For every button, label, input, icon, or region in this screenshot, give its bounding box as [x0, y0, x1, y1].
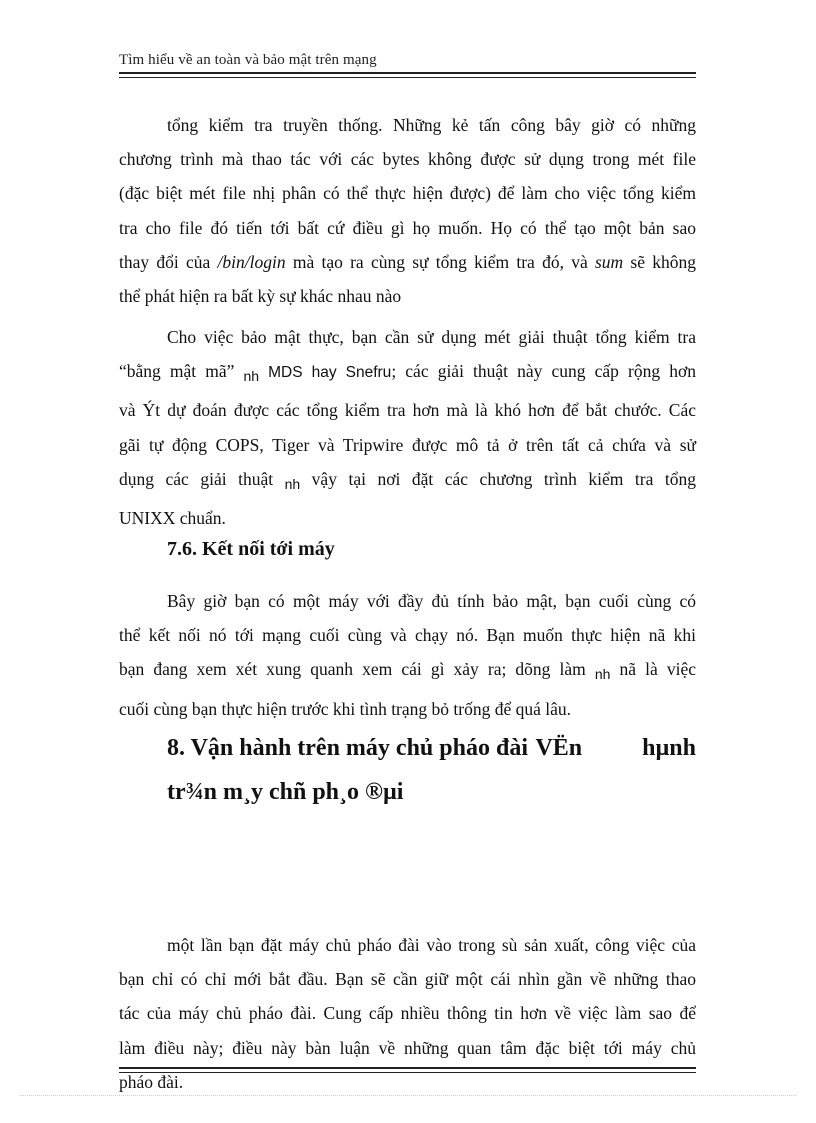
footer-rule: [119, 1067, 696, 1073]
line: và Ýt dự đoán được các tổng kiểm tra hơn mà là khó hơn để bắt chước. Các: [119, 400, 696, 421]
line: chương trình mà thao tác với các bytes không được sử dụng trong mét file: [119, 149, 696, 170]
text: mà tạo ra cùng sự tổng kiểm tra đó, và: [285, 251, 595, 272]
text: thay đổi của: [119, 251, 218, 272]
text: sẽ không: [623, 251, 696, 272]
line: tổng kiểm tra truyền thống. Những kẻ tấn công bây giờ có những: [167, 115, 696, 135]
line: [119, 652, 696, 691]
heading-garbled-text: hµnh: [642, 735, 696, 761]
page-bottom-dotted-line: [20, 1095, 796, 1096]
text: bạn đang xem xét xung quanh xem cái gì xảy ra; dõng làm: [119, 659, 595, 680]
paragraph-checksum-attack: [119, 108, 696, 313]
line: Cho việc bảo mật thực, bạn cần sử dụng mét giải thuật tổng kiểm tra: [167, 327, 696, 347]
line: Bây giờ bạn có một máy với đầy đủ tính bảo mật, bạn cuối cùng có: [167, 591, 696, 611]
line: tác của máy chủ pháo đài. Cung cấp nhiều thông tin hơn về việc làm sao để: [119, 1003, 696, 1024]
running-header: Tìm hiểu về an toàn và bảo mật trên mạng: [119, 52, 377, 68]
line: (đặc biệt mét file nhị phân có thể thực hiện được) để làm cho việc tổng kiểm: [119, 183, 696, 204]
line: thể phát hiện ra bất kỳ sự khác nhau nào: [119, 286, 402, 307]
glyph-nh: nh: [243, 368, 260, 385]
glyph-nh: nh: [594, 666, 611, 683]
section-heading-8: [167, 726, 696, 770]
heading-text: 8. Vận hành trên máy chủ pháo đài: [167, 735, 528, 761]
text: dụng các giải thuật: [119, 468, 285, 489]
header-rule: [119, 72, 696, 78]
section-heading-7-6: 7.6. Kết nối tới máy: [167, 538, 335, 560]
line: tra cho file đó tiến tới bất cứ điều gì họ muốn. Họ có thể tạo một bản sao: [119, 217, 696, 238]
line: UNIXX chuẩn.: [119, 508, 226, 529]
command-name: sum: [594, 251, 624, 272]
text: nã là việc: [610, 659, 697, 680]
text: vậy tại nơi đặt các chương trình kiểm tra tổng: [300, 468, 696, 489]
line: bạn chỉ có chỉ mới bắt đầu. Bạn sẽ cần giữ một cái nhìn gần về những thao: [119, 969, 696, 990]
text: “bằng mật mã”: [119, 361, 244, 382]
paragraph-bastion-operation: [119, 928, 696, 1099]
glyph-nh: nh: [284, 475, 301, 492]
line: [119, 354, 696, 393]
line: một lần bạn đặt máy chủ pháo đài vào trong sù sản xuất, công việc của: [167, 935, 696, 955]
text: ; các giải thuật này cung cấp rộng hơn: [391, 361, 696, 382]
heading-garbled-text: VËn: [535, 735, 583, 761]
paragraph-connect-machine: [119, 584, 696, 726]
line: [119, 245, 696, 279]
line: [119, 462, 696, 501]
line: làm điều này; điều này bàn luận về những quan tâm đặc biệt tới máy chủ: [119, 1037, 696, 1058]
line: pháo đài.: [119, 1071, 184, 1092]
algorithm-names: MDS hay Snefru: [259, 364, 392, 382]
section-heading-8-garbled: tr¾n m¸y chñ ph¸o ®µi: [167, 779, 404, 805]
line: thể kết nối nó tới mạng cuối cùng và chạy nó. Bạn muốn thực hiện nã khi: [119, 625, 696, 646]
paragraph-crypto-checksum: [119, 320, 696, 535]
file-path: /bin/login: [217, 251, 286, 272]
line: gãi tự động COPS, Tiger và Tripwire được mô tả ở trên tất cả chứa và sử: [119, 434, 696, 455]
line: cuối cùng bạn thực hiện trước khi tình trạng bỏ trống để quá lâu.: [119, 698, 572, 719]
